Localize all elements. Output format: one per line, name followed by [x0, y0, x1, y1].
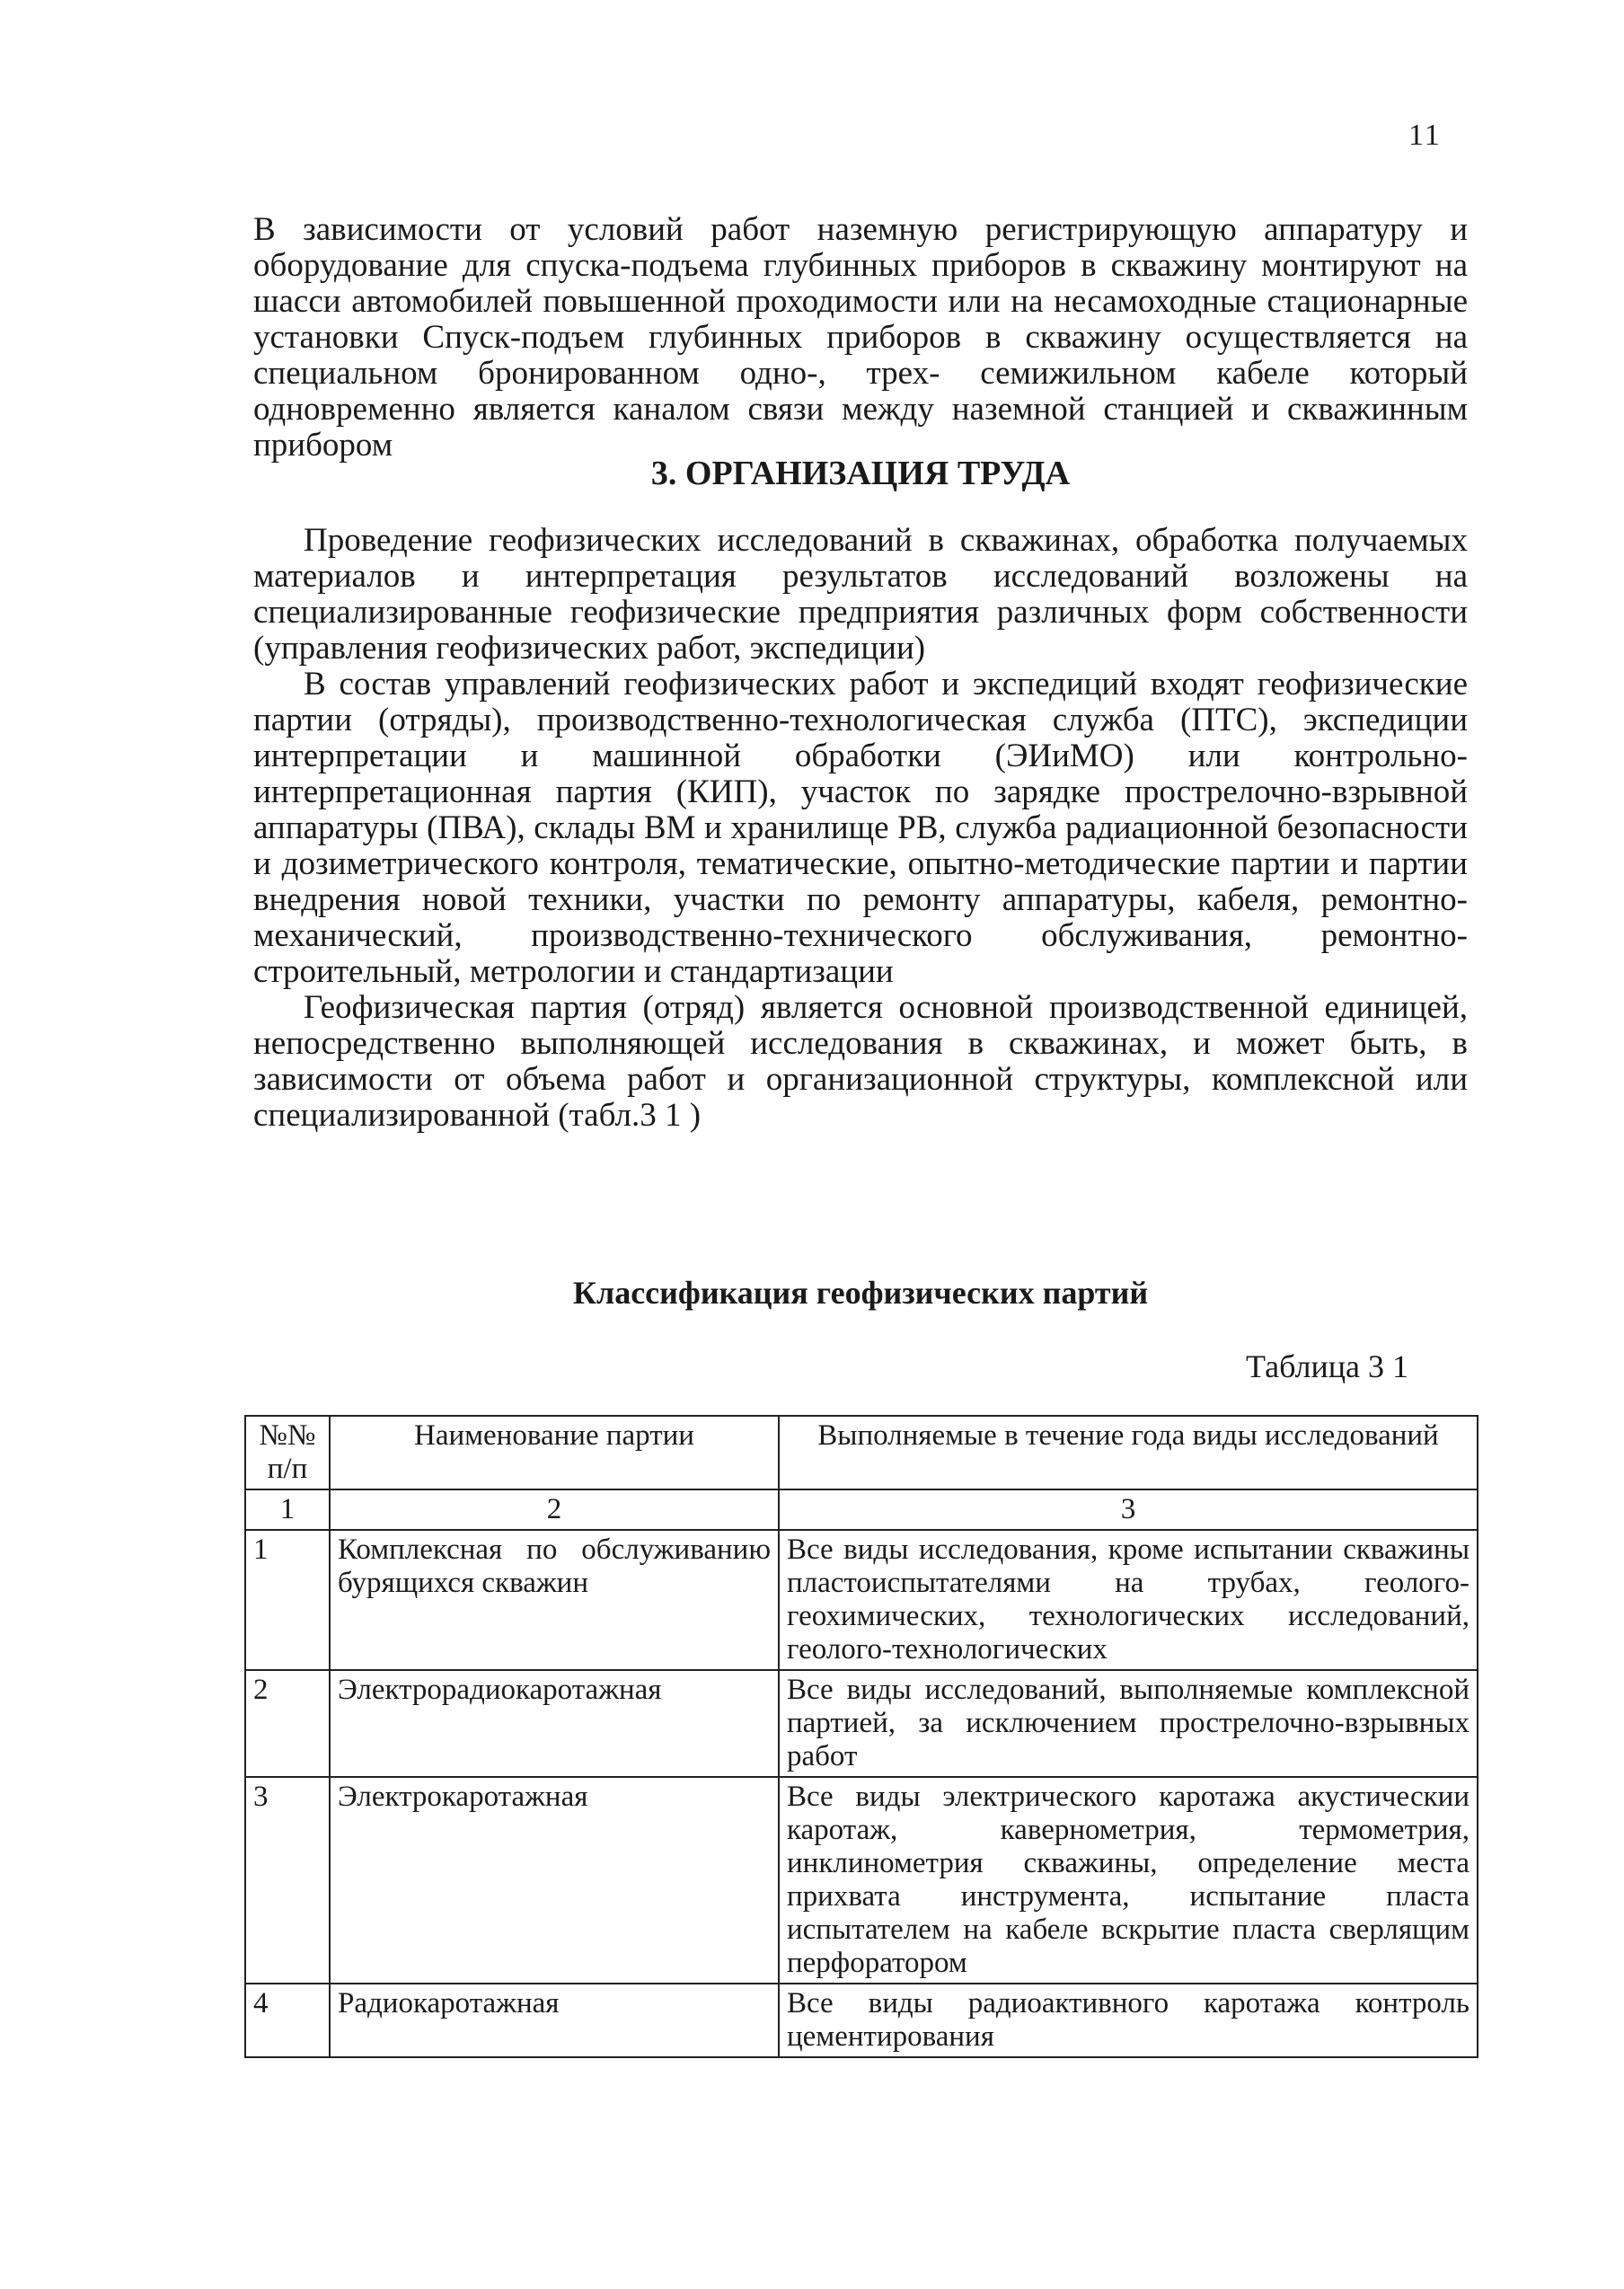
work-types-cell: Все виды электрического каротажа акустическии каротаж, кавернометрия, термометрия, инклинометрия скважины, определение места прихвата инструмента, испытание пласта испытателем на кабеле вскрытие пласта сверлящим перфоратором: [779, 1777, 1478, 1984]
party-name-cell: Электрорадиокаротажная: [330, 1670, 779, 1777]
intro-paragraph: В зависимости от условий работ наземную регистрирующую аппаратуру и оборудование для спуска-подъема глубинных приборов в скважину монтируют на шасси автомобилей повышенной проходимости или на несамоходные стационарные установки Спуск-подъем глубинных приборов в скважину осуществляется на специальном бронированном одно-, трех- семижильном кабеле который одновременно является каналом связи между наземной станцией и скважинным прибором: [253, 211, 1468, 464]
header-cell-name: Наименование партии: [330, 1416, 779, 1489]
body-paragraph: В состав управлений геофизических работ и экспедиций входят геофизические партии (отряды), производственно-технологическая служба (ПТС), экспедиции интерпретации и машинной обработки (ЭИиМО) или контрольно-интерпретационная партия (КИП), участок по зарядке прострелочно-взрывной аппаратуры (ПВА), склады ВМ и хранилище РВ, служба радиационной безопасности и дозиметрического контроля, тематические, опытно-методические партии и партии внедрения новой техники, участки по ремонту аппаратуры, кабеля, ремонтно-механический, производственно-технического обслуживания, ремонтно-строительный, метрологии и стандартизации: [253, 666, 1468, 990]
column-number-cell: 3: [779, 1489, 1478, 1530]
table-label: Таблица 3 1: [1246, 1348, 1408, 1384]
row-number-cell: 1: [245, 1530, 330, 1670]
table-header-row: [245, 1416, 1478, 1489]
row-number-cell: 2: [245, 1670, 330, 1777]
column-number-cell: 1: [245, 1489, 330, 1530]
work-types-cell: Все виды исследований, выполняемые комплексной партией, за исключением прострелочно-взрывных работ: [779, 1670, 1478, 1777]
table-row: [245, 1777, 1478, 1984]
work-types-cell: Все виды радиоактивного каротажа контроль цементирования: [779, 1984, 1478, 2057]
section-heading: 3. ОРГАНИЗАЦИЯ ТРУДА: [650, 455, 1071, 492]
classification-table: [244, 1415, 1478, 2058]
body-paragraph: Геофизическая партия (отряд) является основной производственной единицей, непосредственно выполняющей исследования в скважинах, и может быть, в зависимости от объема работ и организационной структуры, комплексной или специализированной (табл.3 1 ): [253, 989, 1468, 1134]
party-name-cell: Радиокаротажная: [330, 1984, 779, 2057]
table-row: [245, 1984, 1478, 2057]
row-number-cell: 3: [245, 1777, 330, 1984]
column-number-row: [245, 1489, 1478, 1530]
header-cell-work: Выполняемые в течение года виды исследований: [779, 1416, 1478, 1489]
party-name-cell: Комплексная по обслуживанию бурящихся скважин: [330, 1530, 779, 1670]
column-number-cell: 2: [330, 1489, 779, 1530]
page-number: 11: [1408, 119, 1442, 152]
header-cell-number: №№ п/п: [245, 1416, 330, 1489]
table-title: Классификация геофизических партий: [572, 1275, 1149, 1311]
party-name-cell: Электрокаротажная: [330, 1777, 779, 1984]
table-row: [245, 1670, 1478, 1777]
body-paragraph: Проведение геофизических исследований в скважинах, обработка получаемых материалов и интерпретация результатов исследований возложены на специализированные геофизические предприятия различных форм собственности (управления геофизических работ, экспедиции): [253, 522, 1468, 667]
row-number-cell: 4: [245, 1984, 330, 2057]
table-row: [245, 1530, 1478, 1670]
work-types-cell: Все виды исследования, кроме испытании скважины пластоиспытателями на трубах, геолого-геохимических, технологических исследований, геолого-технологических: [779, 1530, 1478, 1670]
